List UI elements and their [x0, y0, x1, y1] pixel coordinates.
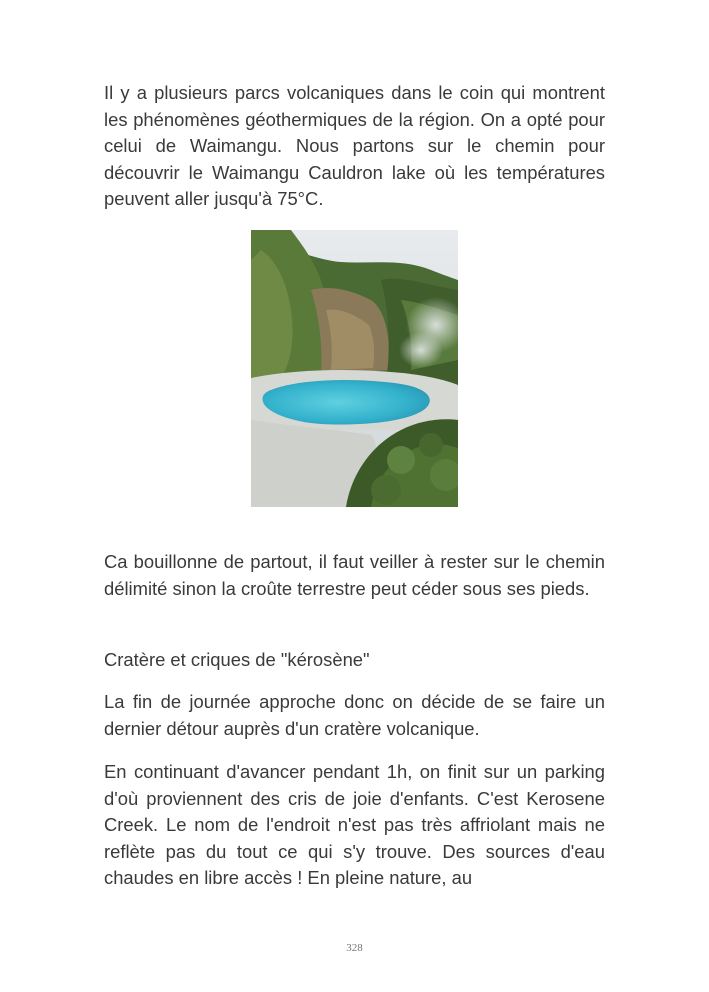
paragraph-bouillonne: Ca bouillonne de partout, il faut veiller à rester sur le chemin délimité sinon la croûte terrestre peut céder sous ses pieds. [104, 551, 605, 599]
paragraph-intro: Il y a plusieurs parcs volcaniques dans le coin qui montrent les phénomènes géothermiques de la région. On a opté pour celui de Waimangu. Nous partons sur le chemin pour découvrir le Waimangu Cauldron lake où les températures peuvent aller jusqu'à 75°C. [104, 82, 605, 210]
paragraph-fin-journee: La fin de journée approche donc on décide de se faire un dernier détour auprès d'un cratère volcanique. [104, 691, 605, 739]
paragraph-kerosene-creek: En continuant d'avancer pendant 1h, on finit sur un parking d'où proviennent des cris de joie d'enfants. C'est Kerosene Creek. Le nom de l'endroit n'est pas très affriolant mais ne reflète pas du tout ce qui s'y trouve. Des sources d'eau chaudes en libre accès ! En pleine nature, au [104, 761, 605, 889]
page-number: 328 [346, 942, 363, 954]
cauldron-lake-photo [251, 230, 458, 507]
section-heading: Cratère et criques de "kérosène" [104, 649, 370, 670]
